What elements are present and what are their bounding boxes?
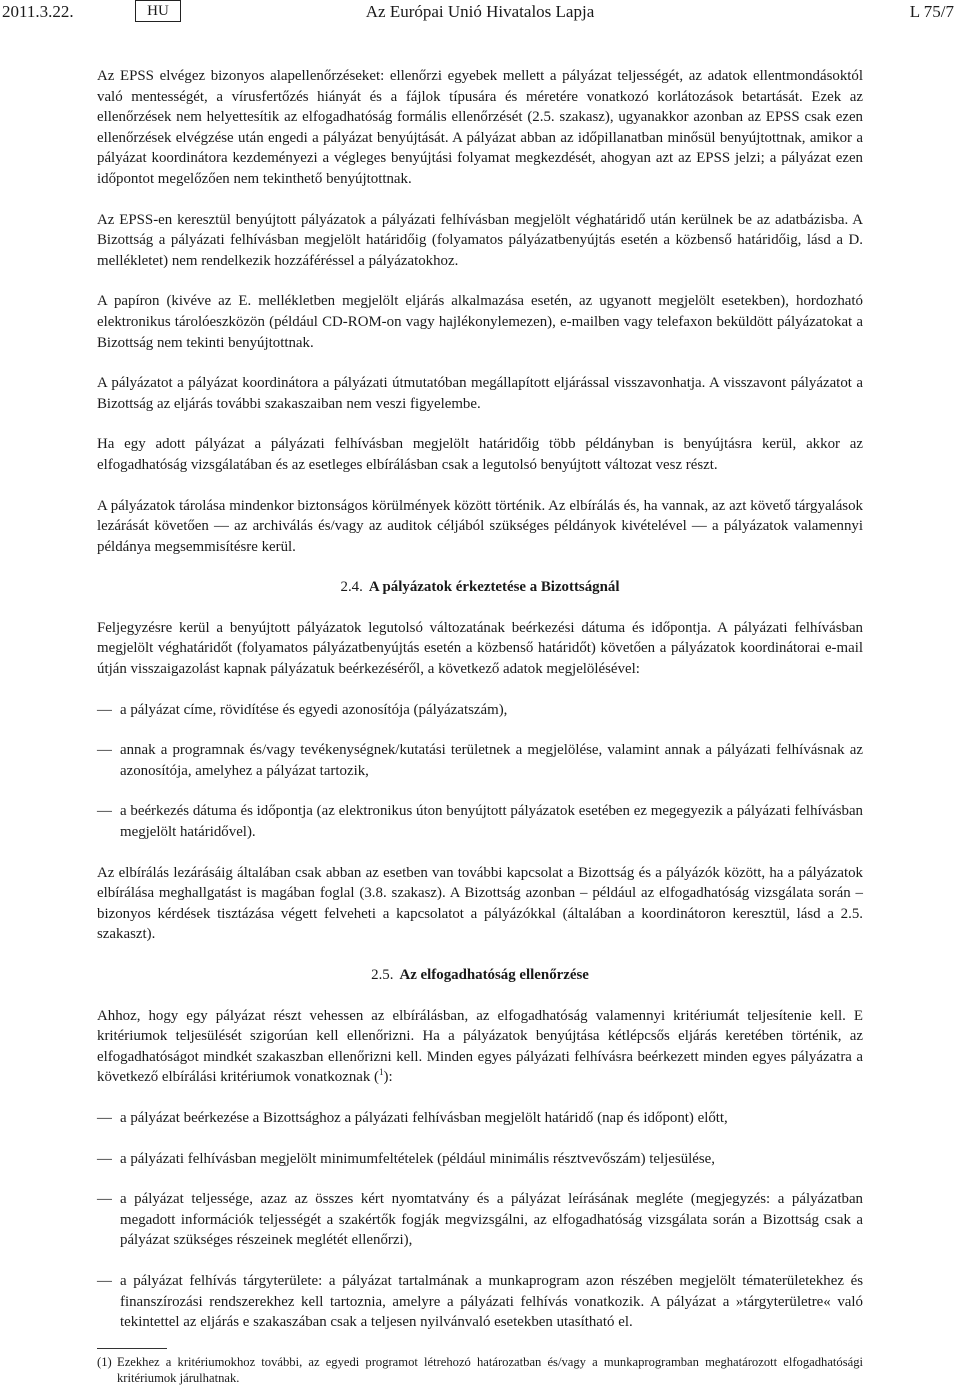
list-item-text: annak a programnak és/vagy tevékenységnek/kutatási területnek a megjelölése, valamint annak a pályázati felhívásnak az azonosítója, amelyhez a pályázat tartozik, <box>120 742 863 779</box>
paragraph-storage: A pályázatok tárolása mindenkor biztonságos körülmények között történik. Az elbírálás és, ha vannak, az azt követő tárgyalások lezárását követően — az archiválás és/vagy az auditok céljából szükséges példányok kivételével — a pályázatok valamennyi példánya megsemmisítésre kerül. <box>97 497 863 555</box>
list-item <box>97 700 863 721</box>
intro-text: Ahhoz, hogy egy pályázat részt vehessen az elbírálásban, az elfogadhatóság valamennyi kritériumát teljesítenie kell. E kritériumok teljesülését szigorúan kell ellenőrizni. Ha a pályázatok benyújtása kétlépcsős eljárás keretében történik, az elfogadhatóságot mindkét szakaszban ellenőrizni kell. Minden egyes pályázati felhívásra beérkezett minden egyes pályázatra a következő elbírálási kritériumok vonatkoznak ( <box>97 1007 863 1086</box>
footnote-divider <box>97 1348 167 1349</box>
paragraph-multiple-copies: Ha egy adott pályázat a pályázati felhívásban megjelölt határidőig több példányban is benyújtásra kerül, akkor az elfogadhatóság vizsgálatában és az esetleges elbírálásban csak a legutolsó benyújtott változat vesz részt. <box>97 436 863 473</box>
dash-marker: — <box>97 1109 112 1126</box>
section-heading-2-4 <box>97 577 863 598</box>
dash-marker: — <box>97 701 112 718</box>
list-item <box>97 1189 863 1251</box>
page-number: L 75/7 <box>909 2 954 21</box>
section-title: Az elfogadhatóság ellenőrzése <box>399 967 589 983</box>
dash-marker: — <box>97 1272 112 1289</box>
section-number: 2.4. <box>340 579 363 596</box>
list-item-text: a pályázat felhívás tárgyterülete: a pályázat tartalmának a munkaprogram azon részében megjelölt tématerületekhez és finanszírozási rendszerekhez kell tartoznia, amelyre a pályázati felhívás vonatkozik. A pályázat a »tárgyterületre« való tekintettel az eljárás e szakaszában csak a teljesen nyilvánvaló esetekben utasítható el. <box>120 1272 863 1331</box>
list-item <box>97 1271 863 1333</box>
section-2-4-intro: Feljegyzésre kerül a benyújtott pályázatok legutolsó változatának beérkezési dátuma és időpontja. A pályázati felhívásban megjelölt véghatáridőt (folyamatos pályázatbenyújtás esetén a közbenső határidőt) követően a pályázatok koordinátorai e-mail útján visszaigazolást kapnak pályázatuk beérkezéséről, a következő adatok megjelölésével: <box>97 619 863 678</box>
list-item <box>97 1108 863 1129</box>
paragraph-epss-database: Az EPSS-en keresztül benyújtott pályázatok a pályázati felhívásban megjelölt véghatáridő után kerülnek be az adatbázisba. A Bizottság a pályázati felhívásban megjelölt határidőig (folyamatos pályázatbenyújtás esetén a közbenső határidőig, lásd a D. mellékletet) nem rendelkezik hozzáféréssel a pályázatokhoz. <box>97 211 863 269</box>
paragraph-epss-checks: Az EPSS elvégez bizonyos alapellenőrzéseket: ellenőrzi egyebek mellett a pályázat teljességét, az adatok ellentmondásoktól való mentességét, a vírusfertőzés hiányát és a fájlok típusára és méretére vonatkozó korlátozások betartását. Ezek az ellenőrzések nem helyettesítik az elfogadhatóság formális ellenőrzését (2.5. szakasz), ugyanakkor azonban az EPSS csak ezen ellenőrzések elvégzése után engedi a pályázat benyújtását. A pályázat abban az időpillanatban minősül benyújtottnak, amikor a pályázat koordinátora kezdeményezi a végleges benyújtási folyamat megkezdését, ahogyan azt az EPSS jelzi; a pályázat ezen időpontot megelőzően nem tekinthető benyújtottnak. <box>97 68 863 187</box>
footnote <box>97 1354 863 1386</box>
section-title: A pályázatok érkeztetése a Bizottságnál <box>368 579 620 596</box>
footnote-text: Ezekhez a kritériumokhoz további, az egyedi programot létrehozó határozatban és/vagy a munkaprogramban meghatározott elfogadhatósági kritériumok járulhatnak. <box>117 1355 863 1385</box>
section-2-4-outro: Az elbírálás lezárásáig általában csak abban az esetben van további kapcsolat a Bizottság és a pályázók között, ha a pályázatok elbírálása meghallgatást is magában foglal (3.8. szakasz). A Bizottság azonban – például az elfogadhatóság vizsgálata során – bizonyos kérdések tisztázása végett felveheti a kapcsolatot a pályázókkal (általában a koordinátoron keresztül, lásd a 2.5. szakaszt). <box>97 864 863 943</box>
section-2-4-list <box>97 700 863 843</box>
section-heading-2-5 <box>97 965 863 986</box>
page-header <box>0 0 960 24</box>
section-number: 2.5. <box>371 967 394 983</box>
list-item <box>97 1149 863 1170</box>
dash-marker: — <box>97 1150 112 1167</box>
list-item-text: a beérkezés dátuma és időpontja (az elektronikus úton benyújtott pályázatok esetében ez megegyezik a pályázati felhívásban megjelölt határidővel). <box>120 803 863 841</box>
dash-marker: — <box>97 742 112 759</box>
list-item-text: a pályázati felhívásban megjelölt minimumfeltételek (például minimális résztvevőszám) teljesülése, <box>120 1150 716 1167</box>
footnote-mark: (1) <box>97 1355 112 1369</box>
paragraph-withdrawal: A pályázatot a pályázat koordinátora a pályázati útmutatóban megállapított eljárással visszavonhatja. A visszavont pályázatot a Bizottság az eljárás további szakaszaiban nem veszi figyelembe. <box>97 375 863 412</box>
list-item <box>97 801 863 842</box>
section-2-5-list <box>97 1108 863 1333</box>
dash-marker: — <box>97 803 112 820</box>
list-item <box>97 740 863 781</box>
list-item-text: a pályázat teljessége, azaz az összes kért nyomtatvány és a pályázat leírásának megléte (megjegyzés: a pályázatban megadott információk teljességét a szakértők fogják megvizsgálni, az elfogadhatóság vizsgálata során a Bizottság csak a pályázat szükséges részeinek meglétét ellenőrzi), <box>120 1191 863 1249</box>
paragraph-paper-submission: A papíron (kivéve az E. mellékletben megjelölt eljárás alkalmazása esetén, az ugyanott megjelölt esetekben), hordozható elektronikus tárolóeszközön (például CD-ROM-on vagy hajlékonylemezen), e-mailben vagy telefaxon beküldött pályázatokat a Bizottság nem tekinti benyújtottnak. <box>97 293 863 351</box>
list-item-text: a pályázat címe, rövidítése és egyedi azonosítója (pályázatszám), <box>120 701 508 718</box>
language-badge: HU <box>135 0 181 22</box>
dash-marker: — <box>97 1191 112 1208</box>
document-body <box>97 66 863 1353</box>
intro-text-end: ): <box>383 1069 393 1086</box>
section-2-5-intro <box>97 1006 863 1088</box>
list-item-text: a pályázat beérkezése a Bizottsághoz a pályázati felhívásban megjelölt határidő (nap és időpont) előtt, <box>120 1109 728 1126</box>
footnote-reference[interactable]: 1 <box>379 1067 384 1078</box>
header-date: 2011.3.22. <box>2 2 74 21</box>
journal-title: Az Európai Unió Hivatalos Lapja <box>365 2 595 21</box>
